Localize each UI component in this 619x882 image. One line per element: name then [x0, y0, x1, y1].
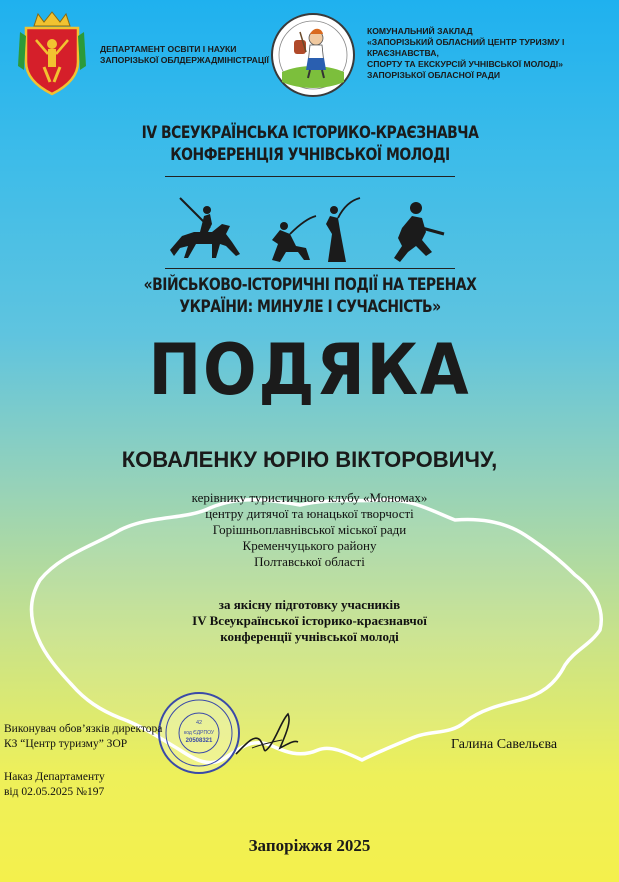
left-org-name — [100, 44, 269, 66]
right-org-name — [367, 26, 619, 81]
position-line1: Виконувач обов’язків директора — [4, 723, 163, 735]
order-line2: від 02.05.2025 №197 — [4, 786, 105, 798]
military-silhouettes-illustration — [160, 188, 460, 268]
stamp-code: 20508321 — [185, 738, 213, 744]
tourism-center-logo — [270, 12, 356, 98]
left-org-line2: ЗАПОРІЗЬКОЇ ОБЛДЕРЖАДМІНІСТРАЦІЇ — [100, 55, 269, 65]
details-line: керівнику туристичного клубу «Мономах» — [191, 490, 428, 505]
recipient-details — [0, 490, 619, 570]
right-org-line4: ЗАПОРІЗЬКОЇ ОБЛАСНОЇ РАДИ — [367, 70, 501, 80]
title-divider-bottom — [165, 268, 455, 269]
order-reference — [4, 770, 105, 800]
signer-name: Галина Савельєва — [451, 737, 558, 752]
stamp-code-label: код ЄДРПОУ — [183, 730, 215, 736]
position-line2: КЗ “Центр туризму” ЗОР — [4, 738, 128, 750]
title-divider-top — [165, 176, 455, 177]
right-org-line1: КОМУНАЛЬНИЙ ЗАКЛАД — [367, 26, 473, 36]
conference-title — [105, 122, 515, 166]
signature-scribble — [232, 704, 302, 764]
reason-line: конференції учнівської молоді — [220, 629, 399, 644]
recipient-name: КОВАЛЕНКУ ЮРІЮ ВІКТОРОВИЧУ, — [121, 447, 498, 472]
conference-theme-line2: УКРАЇНИ: МИНУЛЕ І СУЧАСНІСТЬ» — [179, 297, 441, 317]
signature-position — [4, 722, 162, 752]
details-line: Кременчуцького району — [242, 538, 377, 553]
conference-theme — [105, 274, 515, 318]
oblast-emblem-icon — [14, 10, 90, 96]
reason-line: IV Всеукраїнської історико-краєзнавчої — [192, 613, 427, 628]
details-line: центру дитячої та юнацької творчості — [205, 506, 414, 521]
certificate-heading: ПОДЯКА — [148, 329, 471, 411]
details-line: Горішньоплавнівської міської ради — [212, 522, 407, 537]
reason-line: за якісну підготовку учасників — [218, 597, 401, 612]
stamp-number: 42 — [195, 720, 203, 726]
order-line1: Наказ Департаменту — [4, 771, 105, 783]
conference-theme-line1: «ВІЙСЬКОВО-ІСТОРИЧНІ ПОДІЇ НА ТЕРЕНАХ — [143, 275, 477, 295]
right-org-line2: «ЗАПОРІЗЬКИЙ ОБЛАСНИЙ ЦЕНТР ТУРИЗМУ І КРАЄЗНАВСТВА, — [367, 37, 565, 58]
details-line: Полтавської області — [254, 554, 365, 569]
conference-title-line2: КОНФЕРЕНЦІЯ УЧНІВСЬКОЇ МОЛОДІ — [170, 145, 450, 165]
award-reason — [0, 597, 619, 645]
city-year: Запоріжжя 2025 — [248, 836, 371, 855]
left-org-line1: ДЕПАРТАМЕНТ ОСВІТИ І НАУКИ — [100, 44, 237, 54]
conference-title-line1: IV ВСЕУКРАЇНСЬКА ІСТОРИКО-КРАЄЗНАВЧА — [141, 123, 479, 143]
official-stamp — [156, 690, 242, 776]
right-org-line3: СПОРТУ ТА ЕКСКУРСІЙ УЧНІВСЬКОЇ МОЛОДІ» — [367, 59, 563, 69]
